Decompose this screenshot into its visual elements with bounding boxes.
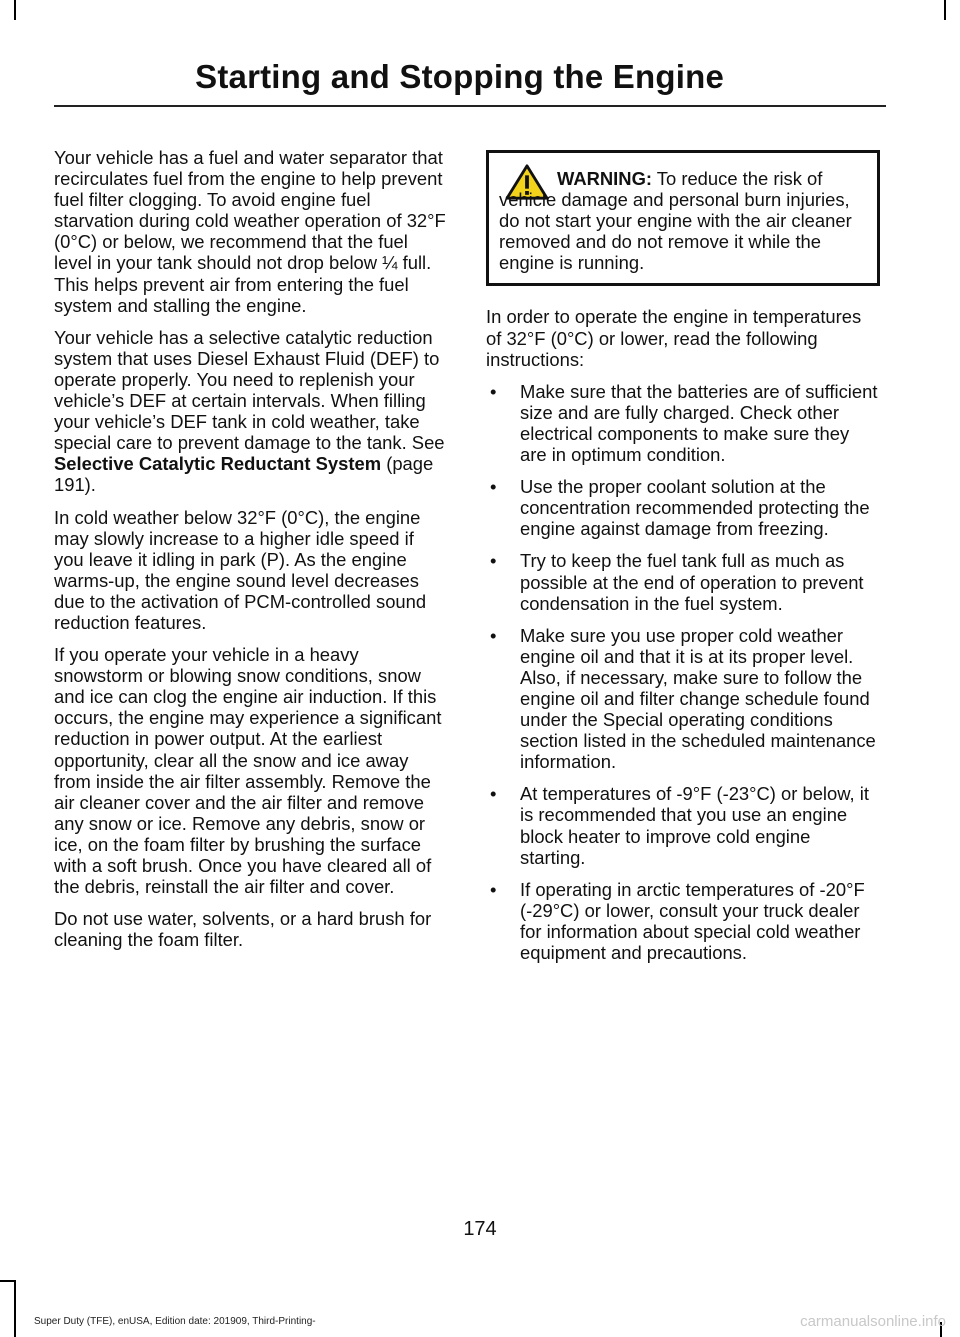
page-title: Starting and Stopping the Engine — [195, 58, 724, 95]
bullet-icon: • — [490, 550, 497, 572]
paragraph-def — [54, 327, 448, 496]
warning-text: To reduce the risk of vehicle damage and personal burn injuries, do not start your engine with the air cleaner removed and do not remove it while the engine is running. — [499, 168, 852, 274]
header-divider — [54, 105, 886, 107]
paragraph-def-text: Your vehicle has a selective catalytic reduction system that uses Diesel Exhaust Fluid (DEF) to operate properly. You need to replenish your vehicle’s DEF at certain intervals. When filling your vehicle’s DEF tank in cold weather, take special care to prevent damage to the tank. See — [54, 326, 445, 454]
page-number: 174 — [463, 1218, 497, 1240]
list-item — [486, 550, 880, 613]
paragraph-def-page-ref: (page 191). — [54, 453, 434, 496]
list-item — [486, 381, 880, 465]
paragraph-foam-filter: Do not use water, solvents, or a hard brush for cleaning the foam filter. — [54, 908, 432, 951]
bullet-icon: • — [490, 624, 497, 646]
warning-text-block — [499, 168, 867, 273]
list-item-text: Try to keep the fuel tank full as much as possible at the end of operation to prevent condensation in the fuel system. — [520, 550, 864, 614]
paragraph-snowstorm: If you operate your vehicle in a heavy snowstorm or blowing snow conditions, snow and ice can clog the engine air induction. If this occurs, the engine may experience a significant reduction in power output. At the earliest opportunity, clear all the snow and ice away from inside the air filter assembly. Remove the air cleaner cover and the air filter and remove any snow or ice. Remove any debris, snow or ice, on the foam filter by brushing the surface with a soft brush. Once you have cleared all of the debris, reinstall the air filter and cover. — [54, 644, 442, 898]
list-item — [486, 476, 880, 539]
list-item-text: If operating in arctic temperatures of -20°F (-29°C) or lower, consult your truck dealer for information about special cold weather equipment and precautions. — [520, 878, 865, 963]
crop-mark-bottom-left-h — [0, 1280, 16, 1282]
warning-box — [486, 150, 880, 286]
watermark: carmanualsonline.info — [800, 1313, 946, 1330]
right-column — [486, 147, 880, 974]
cold-weather-intro: In order to operate the engine in temperatures of 32°F (0°C) or lower, read the following instructions: — [486, 306, 862, 370]
selective-catalytic-reductant-link[interactable]: Selective Catalytic Reductant System — [54, 453, 382, 475]
list-item-text: Make sure you use proper cold weather engine oil and that it is at its proper level. Also, if necessary, make sure to follow the engine oil and filter change schedule found under the Special operating conditions section listed in the scheduled maintenance information. — [520, 624, 876, 773]
crop-mark-bottom-left — [14, 1280, 16, 1337]
list-item — [486, 625, 880, 773]
crop-mark-top-right — [944, 0, 946, 20]
bullet-icon: • — [490, 476, 497, 498]
list-item-text: At temperatures of -9°F (-23°C) or below, it is recommended that you use an engine block heater to improve cold engine starting. — [520, 783, 869, 868]
paragraph-fuel-separator: Your vehicle has a fuel and water separator that recirculates fuel from the engine to help prevent fuel filter clogging. To avoid engine fuel starvation during cold weather operation of 32°F (0°C) or below, we recommend that the fuel level in your tank should not drop below ¼ full. This helps prevent air from entering the fuel system and stalling the engine. — [54, 147, 446, 316]
edition-footer: Super Duty (TFE), enUSA, Edition date: 201909, Third-Printing- — [34, 1316, 316, 1327]
list-item-text: Use the proper coolant solution at the concentration recommended protecting the engine against damage from freezing. — [520, 476, 870, 540]
crop-mark-top-left — [14, 0, 16, 20]
list-item — [486, 783, 880, 867]
bullet-icon: • — [490, 878, 497, 900]
instruction-list — [486, 381, 880, 963]
paragraph-idle-speed: In cold weather below 32°F (0°C), the engine may slowly increase to a higher idle speed if you leave it idling in park (P). As the engine warms-up, the engine sound level decreases due to the activation of PCM-controlled sound reduction features. — [54, 506, 427, 633]
bullet-icon: • — [490, 783, 497, 805]
left-column — [54, 147, 448, 961]
list-item-text: Make sure that the batteries are of sufficient size and are fully charged. Check other electrical components to make sure they are in optimum condition. — [520, 380, 878, 466]
bullet-icon: • — [490, 380, 497, 402]
warning-label: WARNING: — [557, 168, 653, 189]
list-item — [486, 879, 880, 963]
